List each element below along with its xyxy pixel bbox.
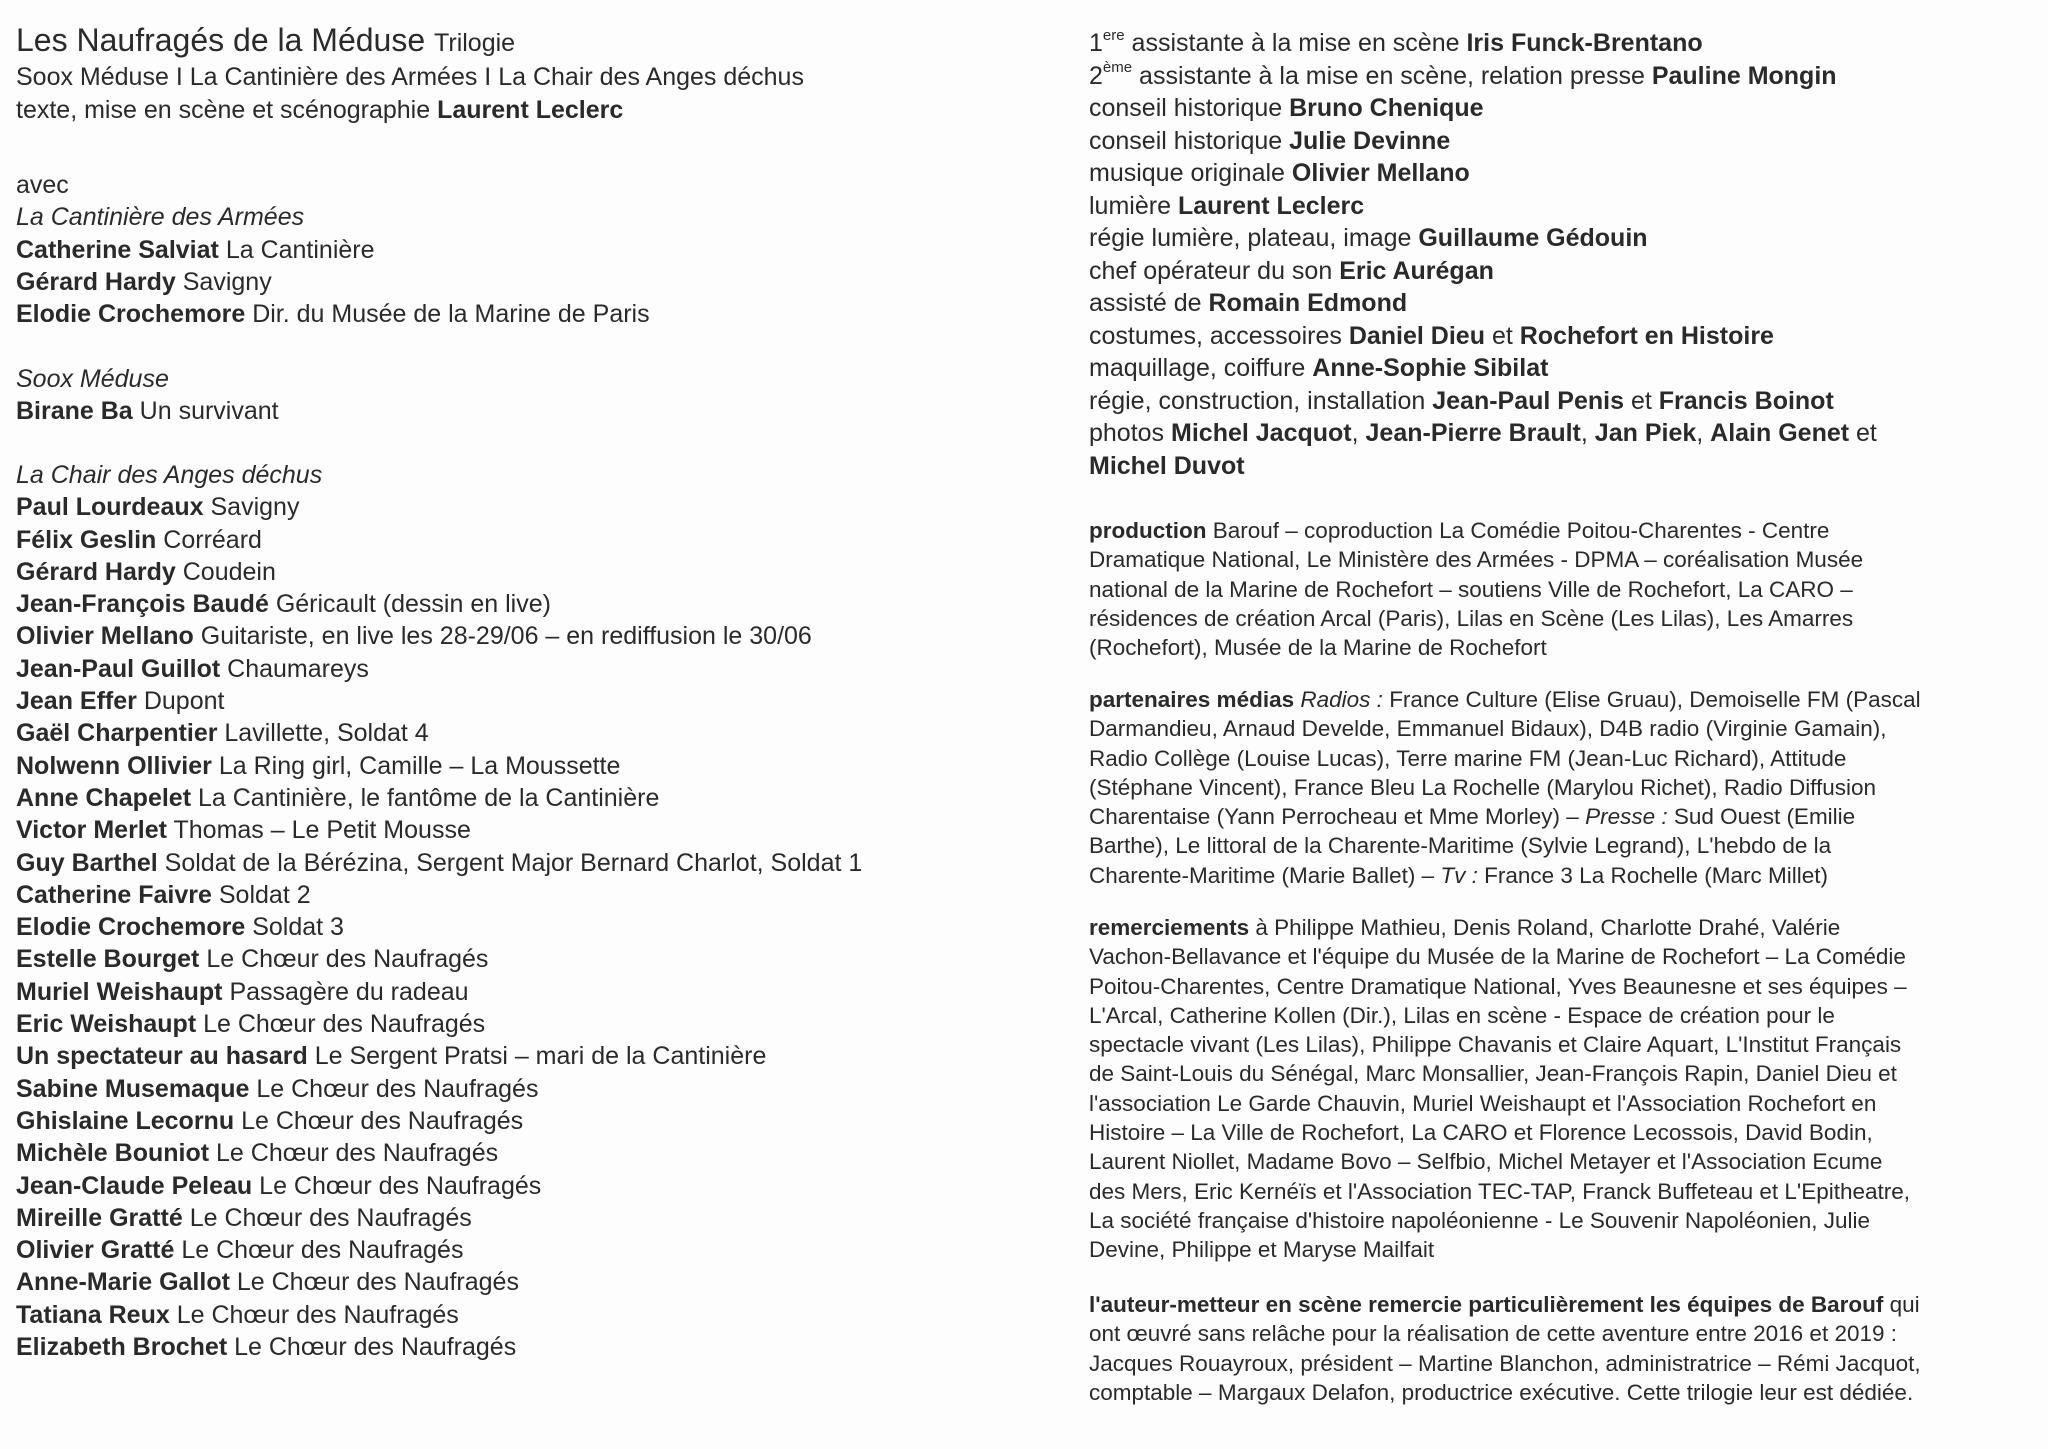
crew-role: chef opérateur du son [1089,256,1333,285]
crew-name: Laurent Leclerc [1177,191,1365,220]
character-role: Savigny [210,493,300,522]
actor-name: Anne Chapelet [16,783,192,812]
character-role: Passagère du radeau [229,977,469,1006]
actor-name: Mireille Gratté [16,1203,183,1232]
crew-role: lumière [1089,191,1171,220]
cast-entry [16,620,862,652]
cast-entry [16,266,650,298]
actor-name: Elizabeth Brochet [16,1333,228,1362]
character-role: Soldat 2 [218,880,311,909]
crew-role: musique originale [1089,159,1285,187]
cast-entry [16,879,862,911]
actor-name: Michèle Bouniot [16,1139,210,1168]
crew-name: Francis Boinot [1658,386,1834,415]
character-role: Le Chœur des Naufragés [189,1203,472,1232]
block-label: production [1089,518,1207,543]
character-role: La Ring girl, Camille – La Moussette [218,751,621,780]
actor-name: Jean-Claude Peleau [16,1171,253,1200]
cast-entry [16,491,862,523]
cast-intro: avec [16,171,69,199]
cast-entry [16,1299,862,1331]
block-label: remerciements [1089,915,1250,940]
subtitle: Soox Méduse I La Cantinière des Armées I La Chair des Anges déchus [16,63,804,91]
character-role: Chaumareys [227,654,369,683]
page-title [16,22,515,61]
credit-role: texte, mise en scène et scénographie [16,96,431,124]
block-label: partenaires médias [1089,687,1295,712]
cast-entry [16,814,862,846]
cast-entry [16,1137,862,1169]
crew-entry: 2ème assistante à la mise en scène, relation presse Pauline Mongin [1089,59,1837,90]
crew-name: Romain Edmond [1208,289,1408,317]
actor-name: Muriel Weishaupt [16,977,223,1006]
character-role: Guitariste, en live les 28-29/06 – en rediffusion le 30/06 [200,622,812,651]
title-suffix: Trilogie [434,29,516,57]
character-role: Soldat de la Bérézina, Sergent Major Bernard Charlot, Soldat 1 [164,848,863,877]
cast-entry [16,943,862,975]
media-partners-block: partenaires médias Radios : France Culture (Elise Gruau), Demoiselle FM (Pascal Darmandieu, Arnaud Develde, Emmanuel Bidaux), D4B radio (Virginie Gamain), Radio Collège (Louise Lucas), Terre marine FM (Jean-Luc Richard), Attitude (Stéphane Vincent), France Bleu La Rochelle (Marylou Richet), Radio Diffusion Charentaise (Yann Perrocheau et Mme Morley) – Presse : Sud Ouest (Emilie Barthe), Le littoral de la Charente-Maritime (Sylvie Legrand), L'hebdo de la Charente-Maritime (Marie Ballet) – Tv : France 3 La Rochelle (Marc Millet) [1089,687,1921,888]
cast-entry [16,847,862,879]
actor-name: Gaël Charpentier [16,719,218,748]
character-role: Le Chœur des Naufragés [206,945,489,974]
crew-name: Daniel Dieu [1348,321,1485,350]
cast-group-2 [16,363,279,428]
actor-name: Catherine Salviat [16,235,219,264]
crew-entry [1089,352,1877,385]
actor-name: Sabine Musemaque [16,1074,250,1103]
cast-entry [16,976,862,1008]
character-role: Le Chœur des Naufragés [203,1010,486,1039]
crew-role: conseil historique [1089,126,1283,155]
actor-name: Jean Effer [16,687,137,716]
crew-entry-photos-cont: Michel Duvot [1089,451,1245,480]
cast-entry [16,1266,862,1298]
block-label: l'auteur-metteur en scène remercie particulièrement les équipes de Barouf [1089,1292,1884,1317]
actor-name: Victor Merlet [16,816,167,845]
actor-name: Gérard Hardy [16,557,176,586]
crew-role: assistante à la mise en scène [1131,29,1460,57]
cast-entry [16,1008,862,1040]
cast-entry [16,685,862,717]
cast-entry [16,717,862,749]
cast-entry [16,911,862,943]
author-thanks-block: l'auteur-metteur en scène remercie particulièrement les équipes de Barouf qui ont œuvré sans relâche pour la réalisation de cette aventure entre 2016 et 2019 : Jacques Rouayroux, président – Martine Blanchon, administratrice – Rémi Jacquot, comptable – Margaux Delafon, productrice exécutive. Cette trilogie leur est dédiée. [1089,1292,1921,1405]
character-role: Un survivant [139,397,279,426]
cast-entry [16,1170,862,1202]
crew-entry: régie, construction, installation Jean-Paul Penis et Francis Boinot [1089,386,1834,415]
cast-entry [16,750,862,782]
crew-role: régie lumière, plateau, image [1089,224,1412,252]
show-title: Les Naufragés de la Méduse [16,22,426,58]
crew-name: Rochefort en Histoire [1519,321,1774,350]
section-title: La Chair des Anges déchus [16,461,323,489]
cast-entry [16,588,862,620]
character-role: Le Chœur des Naufragés [234,1333,517,1362]
crew-entry [1089,157,1877,190]
crew-name: Julie Devinne [1289,126,1451,155]
actor-name: Tatiana Reux [16,1300,170,1329]
crew-name: Pauline Mongin [1651,61,1837,90]
crew-list [1089,27,1877,482]
thanks-block: remerciements à Philippe Mathieu, Denis Roland, Charlotte Drahé, Valérie Vachon-Bellavance et l'équipe du Musée de la Marine de Rochefort – La Comédie Poitou-Charentes, Centre Dramatique National, Yves Beaunesne et ses équipes – L'Arcal, Catherine Kollen (Dir.), Lilas en scène - Espace de création pour le spectacle vivant (Les Lilas), Philippe Chavanis et Claire Aquart, L'Institut Français de Saint-Louis du Sénégal, Marc Monsallier, Jean-François Rapin, Daniel Dieu et l'association Le Garde Chauvin, Muriel Weishaupt et l'Association Rochefort en Histoire – La Ville de Rochefort, La CARO et Florence Lecossois, David Bodin, Laurent Niollet, Madame Bovo – Selfbio, Michel Metayer et l'Association Ecume des Mers, Eric Kernéïs et l'Association TEC-TAP, Franck Buffeteau et L'Epitheatre, La société française d'histoire napoléonienne - Le Souvenir Napoléonien, Julie Devine, Philippe et Maryse Mailfait [1089,915,1911,1263]
cast-group-3 [16,459,862,1363]
character-role: Le Chœur des Naufragés [181,1236,464,1265]
crew-name: Guillaume Gédouin [1418,224,1648,252]
actor-name: Catherine Faivre [16,880,212,909]
crew-entry: 1ere assistante à la mise en scène Iris Funck-Brentano [1089,26,1703,57]
character-role: Dir. du Musée de la Marine de Paris [252,300,650,329]
actor-name: Olivier Gratté [16,1236,175,1265]
crew-entry [1089,287,1877,320]
crew-role: conseil historique [1089,94,1283,122]
crew-entry [1089,190,1877,223]
cast-entry [16,1234,862,1266]
character-role: Soldat 3 [252,913,344,942]
actor-name: Olivier Mellano [16,622,194,651]
actor-name: Un spectateur au hasard [16,1042,308,1071]
cast-entry [16,1040,862,1072]
credit-name: Laurent Leclerc [437,96,624,124]
character-role: Le Sergent Pratsi – mari de la Cantinière [314,1042,767,1071]
character-role: Le Chœur des Naufragés [259,1171,542,1200]
character-role: Le Chœur des Naufragés [241,1106,524,1135]
crew-role: photos [1089,419,1165,447]
cast-group-1 [16,169,650,330]
character-role: La Cantinière, le fantôme de la Cantinière [197,783,660,812]
actor-name: Gérard Hardy [16,267,176,296]
crew-role: régie, construction, installation [1089,386,1426,415]
actor-name: Guy Barthel [16,848,158,877]
actor-name: Paul Lourdeaux [16,493,204,522]
character-role: Lavillette, Soldat 4 [224,719,429,748]
actor-name: Eric Weishaupt [16,1010,197,1039]
character-role: Coudein [182,557,276,586]
crew-name: Olivier Mellano [1291,159,1470,187]
crew-name: Iris Funck-Brentano [1466,29,1703,57]
actor-name: Ghislaine Lecornu [16,1106,235,1135]
crew-entry-photos: photos Michel Jacquot, Jean-Pierre Brault, Jan Piek, Alain Genet et [1089,419,1877,447]
crew-name: Anne-Sophie Sibilat [1312,354,1549,382]
cast-entry [16,1073,862,1105]
character-role: Le Chœur des Naufragés [216,1139,499,1168]
crew-name: Bruno Chenique [1289,94,1484,122]
character-role: Le Chœur des Naufragés [256,1074,539,1103]
cast-entry [16,1331,862,1363]
actor-name: Jean-François Baudé [16,590,269,619]
character-role: Corréard [163,525,262,554]
actor-name: Anne-Marie Gallot [16,1268,230,1297]
actor-name: Elodie Crochemore [16,300,246,329]
cast-entry [16,524,862,556]
actor-name: Elodie Crochemore [16,913,246,942]
crew-name: Eric Aurégan [1339,256,1494,285]
production-block: production Barouf – coproduction La Comédie Poitou-Charentes - Centre Dramatique National, Le Ministère des Armées - DPMA – coréalisation Musée national de la Marine de Rochefort – soutiens Ville de Rochefort, La CARO – résidences de création Arcal (Paris), Lilas en Scène (Les Lilas), Les Amarres (Rochefort), Musée de la Marine de Rochefort [1089,518,1864,661]
character-role: Le Chœur des Naufragés [236,1268,519,1297]
crew-role: assistante à la mise en scène, relation presse [1139,61,1645,90]
actor-name: Estelle Bourget [16,945,200,974]
crew-role: costumes, accessoires [1089,321,1342,350]
cast-entry [16,556,862,588]
character-role: Thomas – Le Petit Mousse [173,816,471,845]
actor-name: Félix Geslin [16,525,157,554]
crew-name: Jean-Paul Penis [1432,386,1624,415]
cast-entry [16,395,279,427]
crew-entry [1089,255,1877,288]
actor-name: Nolwenn Ollivier [16,751,212,780]
character-role: Dupont [143,687,225,716]
cast-entry [16,234,650,266]
crew-role: maquillage, coiffure [1089,354,1306,382]
main-credit [16,95,623,125]
cast-entry [16,298,650,330]
actor-name: Birane Ba [16,397,133,426]
cast-entry [16,1202,862,1234]
character-role: Savigny [182,267,272,296]
section-title: La Cantinière des Armées [16,203,305,232]
cast-entry [16,1105,862,1137]
crew-entry [1089,222,1877,255]
crew-entry: costumes, accessoires Daniel Dieu et Rochefort en Histoire [1089,321,1774,350]
cast-entry [16,782,862,814]
section-title: Soox Méduse [16,365,169,393]
crew-role: assisté de [1089,289,1202,317]
character-role: Le Chœur des Naufragés [176,1300,459,1329]
crew-entry [1089,125,1877,158]
crew-entry [1089,92,1877,125]
actor-name: Jean-Paul Guillot [16,654,221,683]
character-role: Géricault (dessin en live) [275,590,551,619]
cast-entry [16,653,862,685]
character-role: La Cantinière [225,235,375,264]
